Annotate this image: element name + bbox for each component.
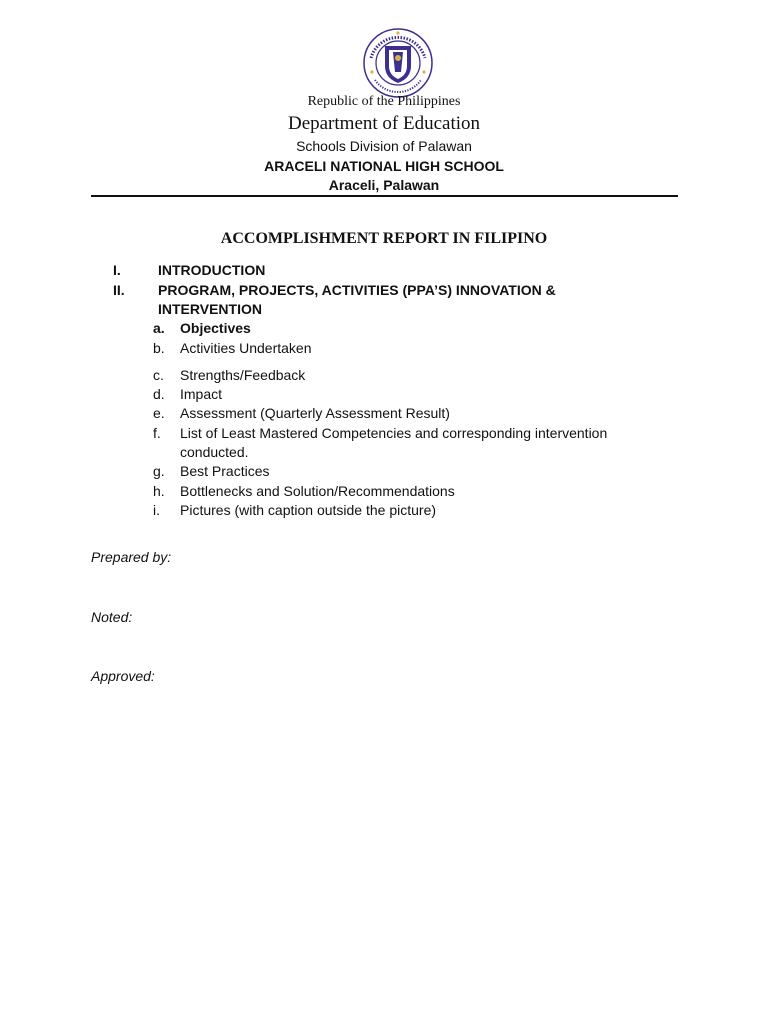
section-label: INTRODUCTION	[158, 262, 266, 278]
subitem-letter: e.	[153, 405, 165, 421]
subitem-letter: b.	[153, 340, 165, 356]
school-name: ARACELI NATIONAL HIGH SCHOOL	[264, 158, 504, 174]
subitem-letter: a.	[153, 320, 165, 336]
section-number: I.	[113, 262, 121, 278]
header-divider	[91, 195, 678, 197]
subitem-letter: c.	[153, 367, 164, 383]
subitem-letter: f.	[153, 425, 161, 441]
subitem-label: Activities Undertaken	[180, 340, 312, 356]
prepared-by-label: Prepared by:	[91, 549, 172, 565]
school-location: Araceli, Palawan	[328, 177, 440, 193]
section-number: II.	[113, 282, 125, 298]
subitem-label: Pictures (with caption outside the picture)	[180, 502, 437, 518]
subitem-label: Assessment (Quarterly Assessment Result)	[180, 405, 450, 421]
subitem-letter: g.	[153, 463, 165, 479]
subitem-label: Bottlenecks and Solution/Recommendations	[180, 483, 455, 499]
section-label: PROGRAM, PROJECTS, ACTIVITIES (PPA’S) INNOVATION & INTERVENTION	[158, 282, 556, 317]
subitem-letter: i.	[153, 502, 160, 518]
noted-label: Noted:	[91, 609, 133, 625]
subitem-label: Objectives	[180, 320, 251, 336]
subitem-letter: h.	[153, 483, 165, 499]
report-title: ACCOMPLISHMENT REPORT IN FILIPINO	[220, 230, 548, 247]
subitem-label: Impact	[180, 386, 223, 402]
subitem-label: Strengths/Feedback	[180, 367, 306, 383]
section-item	[0, 281, 768, 319]
approved-label: Approved:	[91, 668, 155, 684]
subitem-label: Best Practices	[180, 463, 270, 479]
subitem-label: List of Least Mastered Competencies and corresponding intervention conducted.	[180, 425, 608, 460]
republic-label: Republic of the Philippines	[307, 94, 461, 109]
department-name: Department of Education	[287, 113, 481, 134]
subitem-letter: d.	[153, 386, 165, 402]
deped-seal-logo	[363, 28, 433, 98]
division-name: Schools Division of Palawan	[296, 138, 472, 154]
section-item	[0, 261, 768, 280]
